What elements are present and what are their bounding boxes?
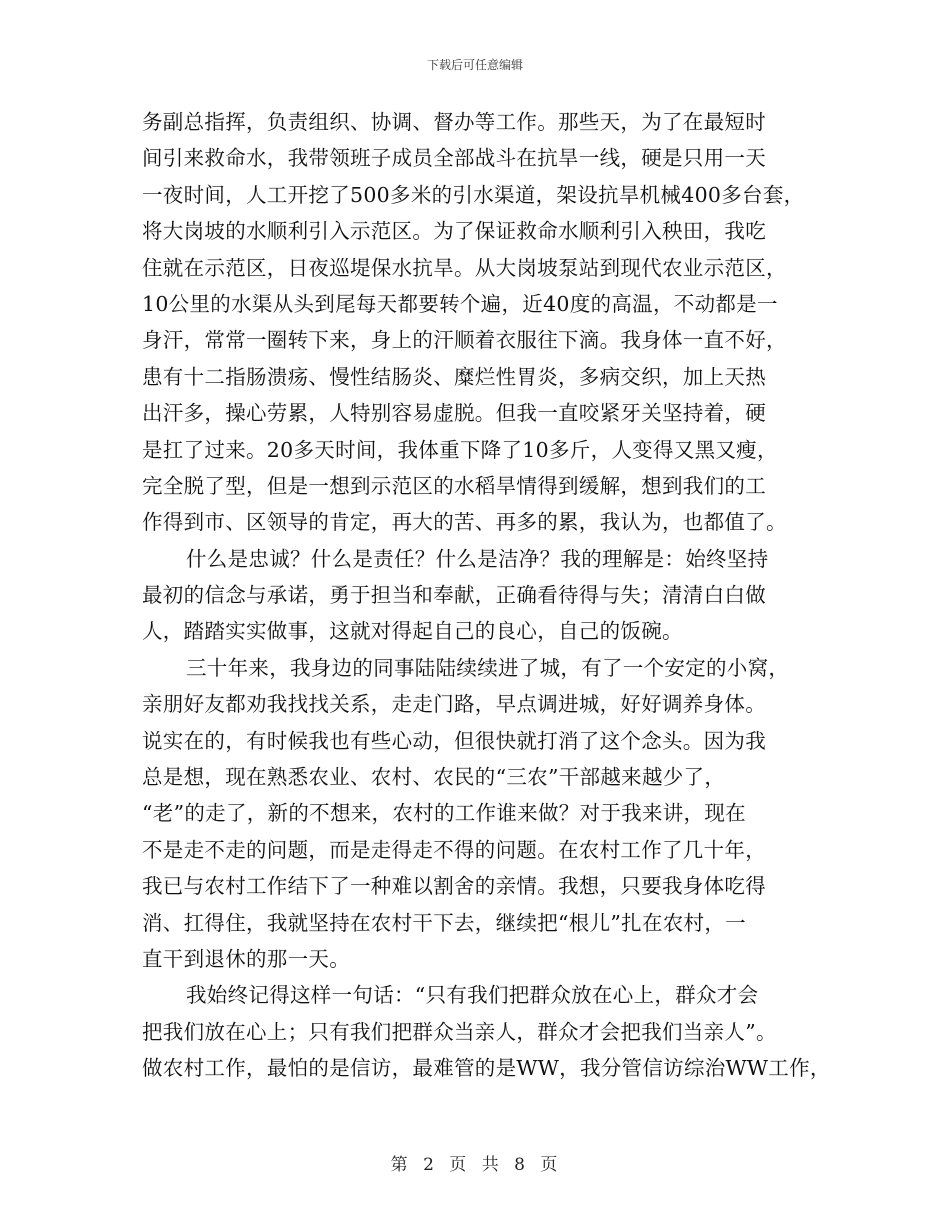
text-line: 是扛了过来。20多天时间，我体重下降了10多斤，人变得又黑又瘦， (142, 437, 778, 462)
text-line: 什么是忠诚？什么是责任？什么是洁净？我的理解是：始终坚持 (186, 546, 769, 571)
text-line: 三十年来，我身边的同事陆陆续续进了城，有了一个安定的小窝， (186, 655, 790, 680)
text-line: 最初的信念与承诺，勇于担当和奉献，正确看待得与失；清清白白做 (142, 583, 766, 608)
text-line: “老”的走了，新的不想来，农村的工作谁来做？对于我来讲，现在 (142, 801, 746, 826)
text-line: 患有十二指肠溃疡、慢性结肠炎、糜烂性胃炎，多病交织，加上天热 (142, 364, 766, 389)
text-line: 一夜时间，人工开挖了500多米的引水渠道，架设抗旱机械400多台套， (142, 182, 805, 207)
text-line: 身汗，常常一圈转下来，身上的汗顺着衣服往下滴。我身体一直不好， (142, 328, 787, 353)
text-line: 完全脱了型，但是一想到示范区的水稻旱情得到缓解，想到我们的工 (142, 473, 766, 498)
text-line: 把我们放在心上；只有我们把群众当亲人，群众才会把我们当亲人”。 (142, 1019, 777, 1044)
footer-total-pages: 8 (514, 1155, 527, 1175)
text-line: 做农村工作，最怕的是信访，最难管的是WW，我分管信访综治WW工作， (142, 1056, 831, 1081)
text-line: 出汗多，操心劳累，人特别容易虚脱。但我一直咬紧牙关坚持着，硬 (142, 401, 766, 426)
footer-page-word: 页 (449, 1155, 469, 1175)
text-line: 亲朋好友都劝我找找关系，走走门路，早点调进城，好好调养身体。 (142, 692, 766, 717)
footer-prefix: 第 (390, 1155, 410, 1175)
text-line: 10公里的水渠从头到尾每天都要转个遍，近40度的高温，不动都是一 (142, 291, 778, 316)
footer-total-word: 共 (481, 1155, 501, 1175)
text-line: 消、扛得住，我就坚持在农村干下去，继续把“根儿”扎在农村，一 (142, 910, 746, 935)
text-line: 直干到退休的那一天。 (142, 946, 350, 971)
footer-current-page: 2 (423, 1155, 436, 1175)
footer-suffix: 页 (540, 1155, 560, 1175)
text-line: 人，踏踏实实做事，这就对得起自己的良心，自己的饭碗。 (142, 619, 683, 644)
text-line: 我已与农村工作结下了一种难以割舍的亲情。我想，只要我身体吃得 (142, 874, 766, 899)
text-line: 间引来救命水，我带领班子成员全部战斗在抗旱一线，硬是只用一天 (142, 146, 766, 171)
text-line: 将大岗坡的水顺利引入示范区。为了保证救命水顺利引入秧田，我吃 (142, 219, 766, 244)
text-line: 作得到市、区领导的肯定，再大的苦、再多的累，我认为，也都值了。 (142, 510, 787, 535)
text-line: 务副总指挥，负责组织、协调、督办等工作。那些天，为了在最短时 (142, 110, 766, 134)
document-body (142, 104, 832, 1087)
text-line: 不是走不走的问题，而是走得走不得的问题。在农村工作了几十年， (142, 837, 766, 862)
text-line: 我始终记得这样一句话：“只有我们把群众放在心上，群众才会 (186, 983, 759, 1008)
text-line: 住就在示范区，日夜巡堤保水抗旱。从大岗坡泵站到现代农业示范区， (142, 255, 787, 280)
page-footer (0, 1150, 950, 1175)
page-header: 下载后可任意编辑 (426, 58, 523, 72)
text-line: 总是想，现在熟悉农业、农村、农民的“三农”干部越来越少了， (142, 765, 726, 790)
text-line: 说实在的，有时候我也有些心动，但很快就打消了这个念头。因为我 (142, 728, 766, 753)
